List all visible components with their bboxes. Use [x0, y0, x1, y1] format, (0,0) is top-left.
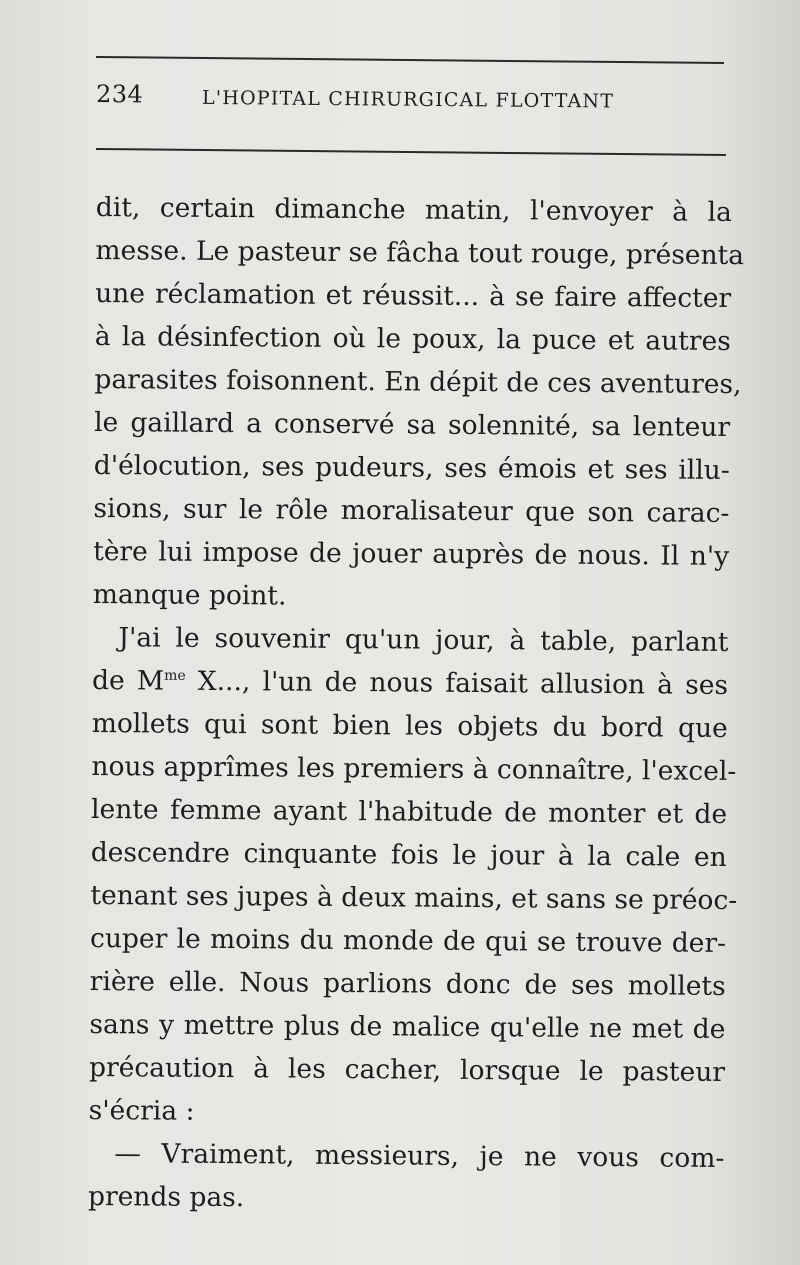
- text-line: tenant ses jupes à deux mains, et sans se préoc-: [90, 879, 738, 917]
- text-line: parasites foisonnent. En dépit de ces aventures,: [94, 363, 742, 401]
- text-line: manque point.: [92, 578, 287, 612]
- text-line: tère lui impose de jouer auprès de nous. Il n'y: [93, 535, 730, 572]
- text-line: sions, sur le rôle moralisateur que son carac-: [93, 492, 730, 529]
- text-line: prends pas.: [87, 1180, 245, 1214]
- text-line: s'écria :: [88, 1094, 195, 1127]
- text-line: [92, 659, 728, 707]
- text-line: dit, certain dimanche matin, l'envoyer à la: [95, 191, 732, 228]
- text-line: — Vraiment, messieurs, je ne vous com-: [114, 1138, 725, 1174]
- text-line: d'élocution, ses pudeurs, ses émois et ses illu-: [93, 449, 730, 486]
- running-head: [96, 80, 736, 126]
- header-top-rule: [96, 56, 724, 64]
- running-title: L'HOPITAL CHIRURGICAL FLOTTANT: [201, 86, 615, 113]
- text-line: cuper le moins du monde de qui se trouve der-: [89, 922, 727, 959]
- text-line: rière elle. Nous parlions donc de ses mollets: [89, 965, 726, 1002]
- text-line: précaution à les cacher, lorsque le pasteur: [88, 1051, 726, 1088]
- text-line: une réclamation et réussit... à se faire affecter: [95, 277, 732, 314]
- text-line: descendre cinquante fois le jour à la cale en: [90, 836, 727, 873]
- body-text: [87, 186, 745, 1223]
- superscript-abbreviation: me: [164, 667, 186, 684]
- text-line: à la désinfection où le poux, la puce et autres: [94, 320, 731, 357]
- text-line: sans y mettre plus de malice qu'elle ne met de: [89, 1008, 726, 1045]
- text-fragment: X..., l'un de nous faisait allusion à ses: [185, 665, 729, 701]
- text-line: lente femme ayant l'habitude de monter et de: [90, 793, 728, 830]
- page-number: 234: [95, 80, 144, 109]
- text-line: le gaillard a conservé sa solennité, sa lenteur: [94, 406, 731, 443]
- text-fragment: de M: [91, 664, 165, 697]
- text-line: J'ai le souvenir qu'un jour, à table, parlant: [118, 622, 729, 658]
- header-bottom-rule: [96, 148, 726, 156]
- text-line: mollets qui sont bien les objets du bord que: [91, 707, 728, 744]
- text-line: nous apprîmes les premiers à connaître, l'excel-: [91, 750, 737, 788]
- text-line: messe. Le pasteur se fâcha tout rouge, présenta: [95, 234, 745, 272]
